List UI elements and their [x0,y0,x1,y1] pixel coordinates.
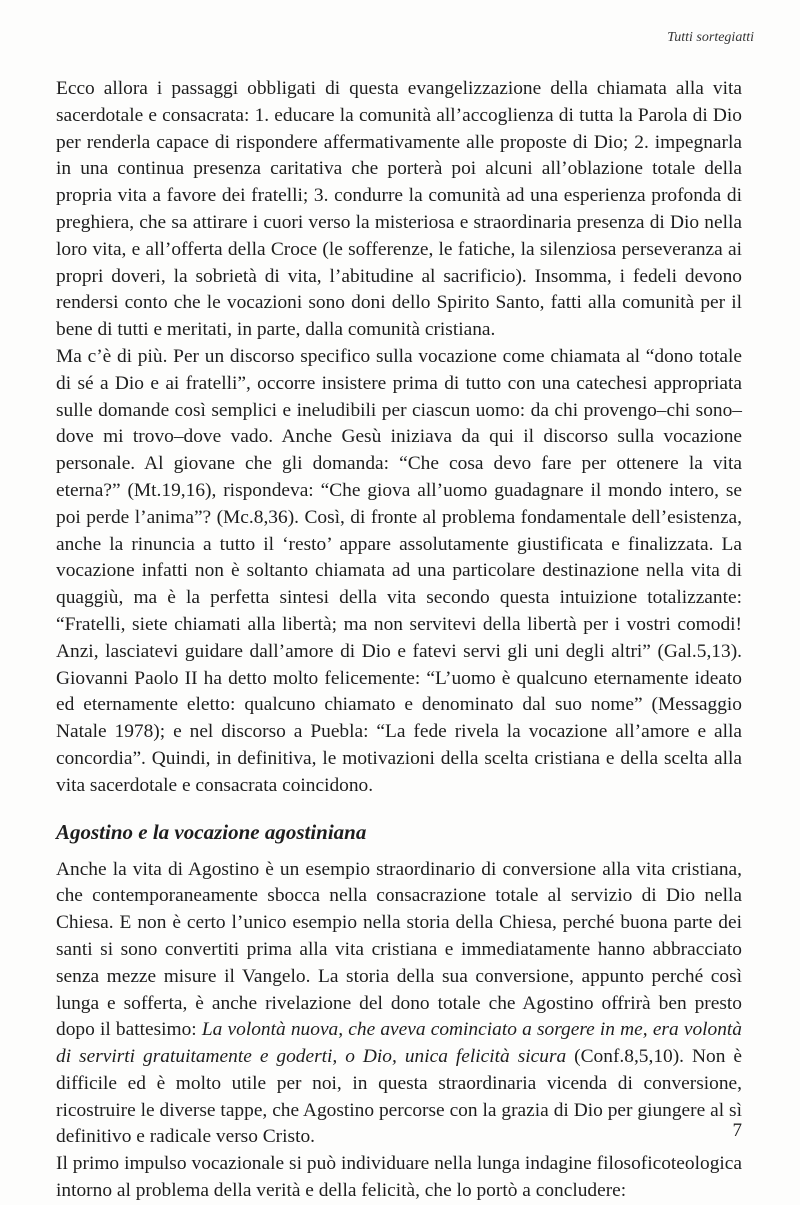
paragraph-text-before-quote: Anche la vita di Agostino è un esempio straordinario di conversione alla vita cristiana, che contemporaneamente sbocca nella consacrazione totale al servizio di Dio nella Chiesa. E non è certo l’unico esempio nella storia della Chiesa, perché buona parte dei santi si sono convertiti prima alla vita cristiana e immediatamente hanno abbracciato senza mezze misure il Vangelo. La storia della sua conversione, appunto perché così lunga e sofferta, è anche rivelazione del dono totale che Agostino offrirà ben presto dopo il battesimo: [56,858,742,1041]
paragraph-augustine-conversion [56,857,742,1152]
running-header: Tutti sortegiatti [667,30,754,45]
paragraph-vocation-gift: Ma c’è di più. Per un discorso specifico sulla vocazione come chiamata al “dono totale di sé a Dio e ai fratelli”, occorre insistere prima di tutto con una catechesi appropriata sulle domande così semplici e ineludibili per ciascun uomo: da chi provengo–chi sono–dove mi trovo–dove vado. Anche Gesù iniziava da qui il discorso sulla vocazione personale. Al giovane che gli domanda: “Che cosa devo fare per ottenere la vita eterna?” (Mt.19,16), rispondeva: “Che giova all’uomo guadagnare il mondo intero, se poi perde l’anima”? (Mc.8,36). Così, di fronte al problema fondamentale dell’esistenza, anche la rinuncia a tutto il ‘resto’ appare assolutamente giustificata e finalizzata. La vocazione infatti non è soltanto chiamata ad una particolare destinazione nella vita di quaggiù, ma è la perfetta sintesi della vita secondo questa intuizione totalizzante: “Fratelli, siete chiamati alla libertà; ma non servitevi della libertà per i vostri comodi! Anzi, lasciatevi guidare dall’amore di Dio e fatevi servi gli uni degli altri” (Gal.5,13). Giovanni Paolo II ha detto molto felicemente: “L’uomo è qualcuno eternamente ideato ed eternamente eletto: qualcuno chiamato e denominato dal suo nome” (Messaggio Natale 1978); e nel discorso a Puebla: “La fede rivela la vocazione all’amore e alla concordia”. Quindi, in definitiva, le motivazioni della scelta cristiana e della scelta alla vita sacerdotale e consacrata coincidono. [56,345,742,796]
paragraph-evangelization-steps: Ecco allora i passaggi obbligati di questa evangelizzazione della chiamata alla vita sacerdotale e consacrata: 1. educare la comunità all’accoglienza di tutta la Parola di Dio per renderla capace di rispondere affermativamente alle proposte di Dio; 2. impegnarla in una continua presenza caritativa che porterà poi alcuni all’oblazione totale della propria vita a favore dei fratelli; 3. condurre la comunità ad una esperienza profonda di preghiera, che sa attirare i cuori verso la misteriosa e straordinaria presenza di Dio nella loro vita, e all’offerta della Croce (le sofferenze, le fatiche, la silenziosa perseveranza ai propri doveri, la sobrietà di vita, l’abitudine al sacrificio). Insomma, i fedeli devono rendersi conto che le vocazioni sono doni dello Spirito Santo, fatti alla comunità per il bene di tutti e meritati, in parte, dalla comunità cristiana. [56,78,742,341]
section-heading: Agostino e la vocazione agostiniana [56,819,367,844]
paragraph-text-after-quote: (Conf.8,5,10). Non è difficile ed è molto utile per noi, in questa straordinaria vicenda di conversione, ricostruire le diverse tappe, che Agostino percorse con la grazia di Dio per giungere al sì definitivo e radicale verso Cristo. [56,1046,742,1148]
paragraph-first-impulse: Il primo impulso vocazionale si può individuare nella lunga indagine filosoficoteologica intorno al problema della verità e della felicità, che lo portò a concludere: [56,1153,742,1202]
body-text [56,76,742,1205]
page-number: 7 [732,1120,742,1141]
confessions-quote: La volontà nuova, che aveva cominciato a sorgere in me, era volontà di servirti gratuitamente e goderti, o Dio, unica felicità sicura [56,1019,742,1068]
